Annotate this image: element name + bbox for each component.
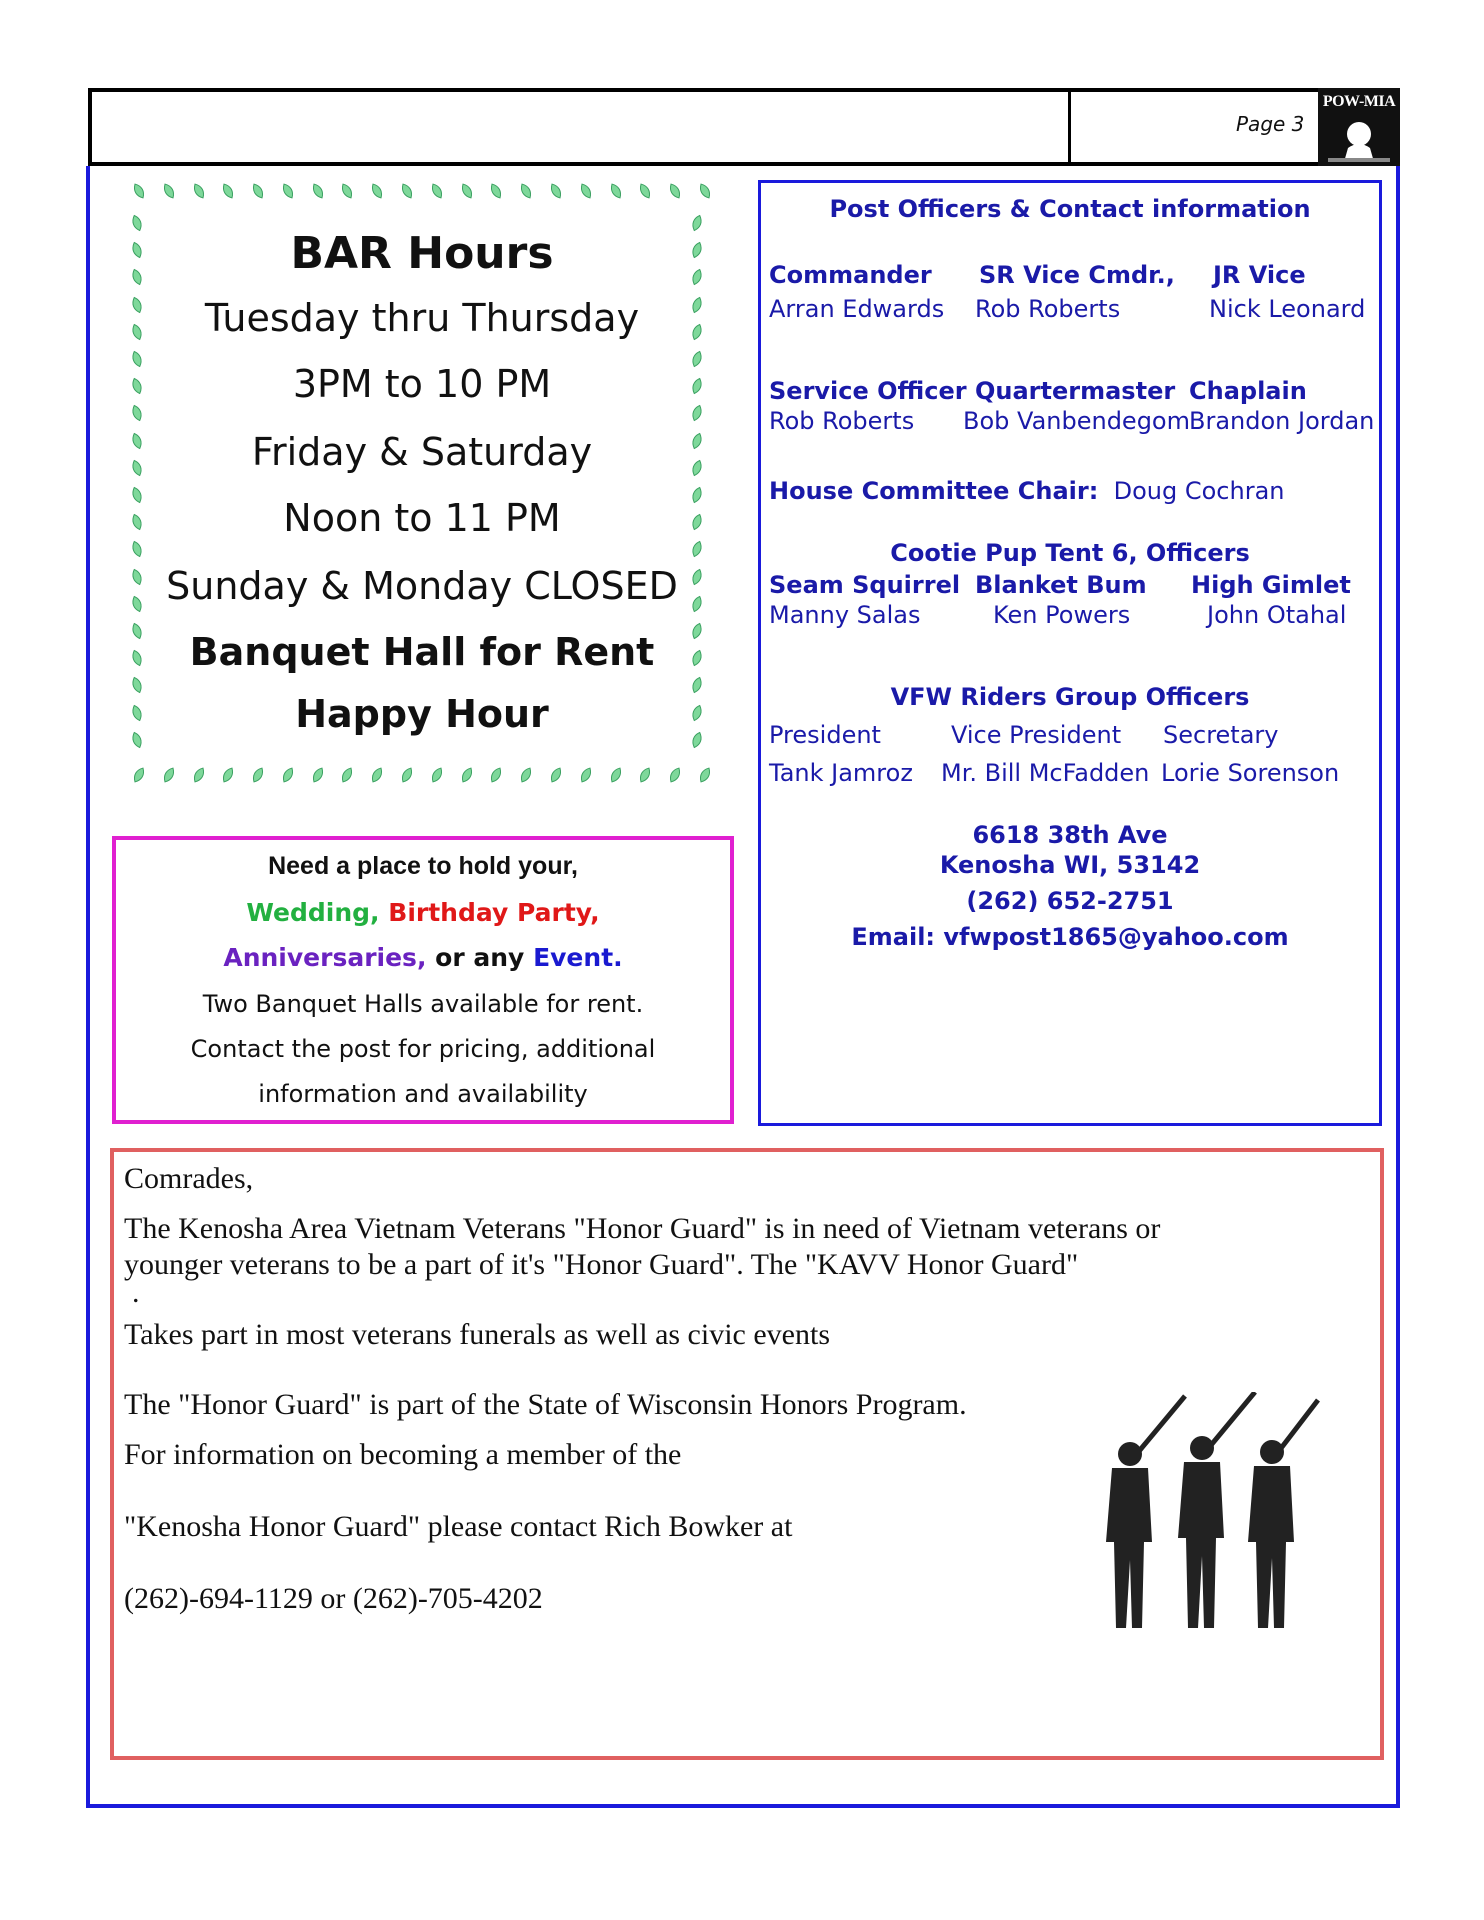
- vine-leaf-icon: [130, 731, 144, 754]
- rent-line: Two Banquet Halls available for rent.: [202, 990, 644, 1018]
- rent-line: Contact the post for pricing, additional: [190, 1035, 656, 1063]
- bar-hours-line: Friday & Saturday: [251, 430, 593, 474]
- vine-leaf-icon: [281, 182, 295, 205]
- vine-leaf-icon: [311, 182, 325, 205]
- page-header: [88, 88, 1400, 166]
- president-label: President: [769, 721, 881, 749]
- honor-guard-box: [110, 1148, 1384, 1760]
- honor-text-line: younger veterans to be a part of it's "Honor Guard". The "KAVV Honor Guard": [124, 1248, 1079, 1281]
- vine-leaf-icon: [370, 766, 384, 789]
- vine-leaf-icon: [690, 731, 704, 754]
- cootie-title: Cootie Pup Tent 6, Officers: [890, 539, 1250, 567]
- honor-text-line: For information on becoming a member of the: [124, 1438, 682, 1471]
- pow-mia-logo: [1318, 88, 1400, 166]
- vine-leaf-icon: [130, 649, 144, 672]
- jr-vice-name: Nick Leonard: [1209, 295, 1366, 323]
- vine-leaf-icon: [690, 622, 704, 645]
- vine-leaf-icon: [221, 766, 235, 789]
- address-line-2: Kenosha WI, 53142: [939, 851, 1201, 879]
- honor-text-line: "Kenosha Honor Guard" please contact Rich Bowker at: [124, 1510, 793, 1543]
- header-divider: [1068, 92, 1071, 162]
- vine-leaf-icon: [638, 766, 652, 789]
- vine-leaf-icon: [609, 766, 623, 789]
- rifle-salute-soldiers-icon: [1090, 1392, 1320, 1632]
- vine-leaf-icon: [281, 766, 295, 789]
- banquet-hall-line: Banquet Hall for Rent: [189, 630, 655, 674]
- chaplain-label: Chaplain: [1189, 377, 1307, 405]
- vine-leaf-icon: [192, 182, 206, 205]
- vine-leaf-icon: [698, 766, 712, 789]
- vine-leaf-icon: [130, 323, 144, 346]
- vine-leaf-icon: [579, 766, 593, 789]
- bar-hours-title: BAR Hours: [290, 228, 554, 279]
- vine-leaf-icon: [130, 676, 144, 699]
- house-committee-label: House Committee Chair:: [769, 477, 1099, 505]
- blanket-bum-name: Ken Powers: [993, 601, 1131, 629]
- vine-leaf-icon: [192, 766, 206, 789]
- vine-leaf-icon: [690, 540, 704, 563]
- blanket-bum-label: Blanket Bum: [975, 571, 1147, 599]
- or-any-text: or any: [435, 943, 525, 972]
- vine-leaf-icon: [690, 649, 704, 672]
- riders-title: VFW Riders Group Officers: [890, 683, 1250, 711]
- vine-leaf-icon: [690, 595, 704, 618]
- house-committee-name: Doug Cochran: [1113, 477, 1285, 505]
- sr-vice-label: SR Vice Cmdr.,: [979, 261, 1175, 289]
- vine-leaf-icon: [609, 182, 623, 205]
- vine-leaf-icon: [549, 182, 563, 205]
- vine-leaf-icon: [130, 486, 144, 509]
- honor-text-line: The "Honor Guard" is part of the State of Wisconsin Honors Program.: [124, 1388, 967, 1421]
- vine-leaf-icon: [130, 350, 144, 373]
- jr-vice-label: JR Vice: [1213, 261, 1306, 289]
- vine-leaf-icon: [519, 182, 533, 205]
- secretary-label: Secretary: [1163, 721, 1279, 749]
- vine-leaf-icon: [668, 766, 682, 789]
- quartermaster-name: Bob Vanbendegom: [963, 407, 1190, 435]
- vine-leaf-icon: [519, 766, 533, 789]
- vine-leaf-icon: [690, 404, 704, 427]
- vine-leaf-icon: [130, 568, 144, 591]
- rent-occasions-line: [116, 898, 730, 927]
- vine-leaf-icon: [162, 766, 176, 789]
- vine-leaf-icon: [400, 766, 414, 789]
- vine-border-bottom: [132, 762, 712, 792]
- officers-title: Post Officers & Contact information: [829, 195, 1311, 223]
- vine-leaf-icon: [690, 568, 704, 591]
- vine-leaf-icon: [130, 704, 144, 727]
- vine-leaf-icon: [340, 182, 354, 205]
- vine-leaf-icon: [130, 432, 144, 455]
- honor-contact-phones: (262)-694-1129 or (262)-705-4202: [124, 1582, 543, 1615]
- vine-leaf-icon: [579, 182, 593, 205]
- vine-leaf-icon: [549, 766, 563, 789]
- honor-text-line: The Kenosha Area Vietnam Veterans "Honor Guard" is in need of Vietnam veterans or: [124, 1212, 1161, 1245]
- happy-hour-line: Happy Hour: [295, 692, 549, 736]
- wedding-text: Wedding,: [246, 898, 380, 927]
- email-address: Email: vfwpost1865@yahoo.com: [851, 923, 1289, 951]
- bar-hours-line: Noon to 11 PM: [283, 496, 561, 540]
- commander-label: Commander: [769, 261, 932, 289]
- vine-leaf-icon: [130, 513, 144, 536]
- vice-president-name: Mr. Bill McFadden: [941, 759, 1150, 787]
- vine-leaf-icon: [130, 377, 144, 400]
- vine-leaf-icon: [690, 459, 704, 482]
- vine-leaf-icon: [130, 296, 144, 319]
- address-line-1: 6618 38th Ave: [972, 821, 1168, 849]
- service-officer-name: Rob Roberts: [769, 407, 915, 435]
- vine-leaf-icon: [130, 404, 144, 427]
- vine-leaf-icon: [698, 182, 712, 205]
- seam-squirrel-name: Manny Salas: [769, 601, 921, 629]
- vine-leaf-icon: [690, 704, 704, 727]
- president-name: Tank Jamroz: [769, 759, 913, 787]
- vine-leaf-icon: [489, 182, 503, 205]
- vine-leaf-icon: [132, 766, 146, 789]
- vine-leaf-icon: [251, 182, 265, 205]
- vine-border-left: [122, 214, 152, 754]
- vine-leaf-icon: [130, 459, 144, 482]
- honor-text-dot: .: [132, 1276, 140, 1309]
- vine-leaf-icon: [668, 182, 682, 205]
- vine-leaf-icon: [130, 214, 144, 237]
- sr-vice-name: Rob Roberts: [975, 295, 1121, 323]
- vine-leaf-icon: [638, 182, 652, 205]
- vine-leaf-icon: [690, 350, 704, 373]
- vine-leaf-icon: [132, 182, 146, 205]
- vine-leaf-icon: [251, 766, 265, 789]
- bar-hours-line: 3PM to 10 PM: [292, 362, 552, 406]
- rent-info-box: [112, 836, 734, 1124]
- page-number: Page 3: [1236, 112, 1305, 136]
- quartermaster-label: Quartermaster: [975, 377, 1176, 405]
- vine-leaf-icon: [340, 766, 354, 789]
- rent-line: information and availability: [258, 1080, 588, 1108]
- vine-leaf-icon: [400, 182, 414, 205]
- vice-president-label: Vice President: [951, 721, 1122, 749]
- vine-leaf-icon: [130, 268, 144, 291]
- bar-hours-line: Sunday & Monday CLOSED: [166, 564, 678, 608]
- rent-heading: Need a place to hold your,: [268, 852, 578, 880]
- house-committee-line: [769, 477, 1284, 505]
- vine-leaf-icon: [130, 540, 144, 563]
- vine-leaf-icon: [690, 513, 704, 536]
- vine-leaf-icon: [690, 296, 704, 319]
- vine-leaf-icon: [162, 182, 176, 205]
- service-officer-label: Service Officer: [769, 377, 967, 405]
- rent-events-line: [116, 943, 730, 972]
- honor-greeting: Comrades,: [124, 1162, 254, 1195]
- honor-text-line: Takes part in most veterans funerals as well as civic events: [124, 1318, 830, 1351]
- anniversaries-text: Anniversaries,: [223, 943, 427, 972]
- vine-leaf-icon: [690, 214, 704, 237]
- vine-leaf-icon: [460, 766, 474, 789]
- chaplain-name: Brandon Jordan: [1189, 407, 1375, 435]
- vine-leaf-icon: [690, 241, 704, 264]
- vine-leaf-icon: [690, 676, 704, 699]
- secretary-name: Lorie Sorenson: [1161, 759, 1340, 787]
- bar-hours-box: [122, 178, 722, 798]
- officers-box: [758, 180, 1382, 1126]
- commander-name: Arran Edwards: [769, 295, 945, 323]
- seam-squirrel-label: Seam Squirrel: [769, 571, 961, 599]
- vine-leaf-icon: [460, 182, 474, 205]
- vine-leaf-icon: [489, 766, 503, 789]
- pow-mia-logo-text: POW-MIA: [1322, 93, 1396, 110]
- bar-hours-line: Tuesday thru Thursday: [204, 296, 640, 340]
- vine-leaf-icon: [690, 377, 704, 400]
- birthday-text: Birthday Party,: [388, 898, 600, 927]
- vine-leaf-icon: [690, 323, 704, 346]
- vine-leaf-icon: [430, 766, 444, 789]
- vine-leaf-icon: [221, 182, 235, 205]
- pow-mia-silhouette-icon: [1318, 88, 1400, 166]
- vine-leaf-icon: [130, 241, 144, 264]
- high-gimlet-name: John Otahal: [1207, 601, 1347, 629]
- vine-leaf-icon: [430, 182, 444, 205]
- vine-border-top: [132, 178, 712, 208]
- event-text: Event.: [533, 943, 623, 972]
- vine-leaf-icon: [311, 766, 325, 789]
- vine-leaf-icon: [690, 486, 704, 509]
- high-gimlet-label: High Gimlet: [1191, 571, 1351, 599]
- vine-leaf-icon: [130, 622, 144, 645]
- vine-leaf-icon: [690, 432, 704, 455]
- vine-leaf-icon: [370, 182, 384, 205]
- vine-border-right: [682, 214, 712, 754]
- vine-leaf-icon: [690, 268, 704, 291]
- phone-number: (262) 652-2751: [966, 887, 1174, 915]
- vine-leaf-icon: [130, 595, 144, 618]
